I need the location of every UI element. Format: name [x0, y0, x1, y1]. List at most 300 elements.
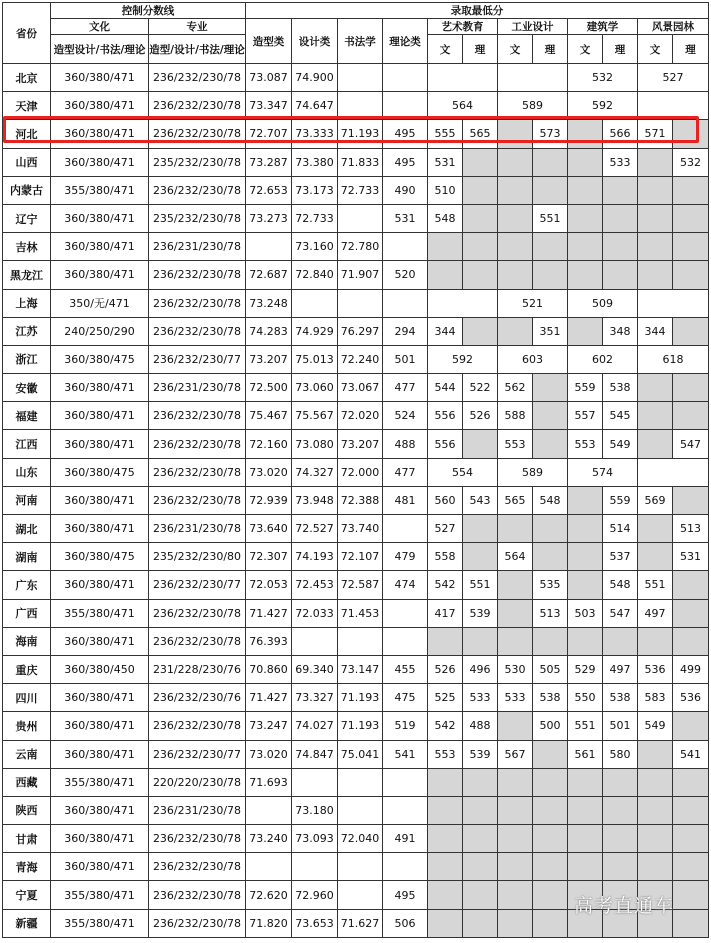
group-score-cell: 545 [603, 402, 638, 430]
modeling-score-cell: 73.087 [246, 64, 292, 92]
group-score-cell [428, 909, 463, 937]
group-score-cell: 565 [463, 120, 498, 148]
group-score-cell: 527 [638, 64, 709, 92]
group-score-cell [463, 176, 498, 204]
table-row [3, 430, 709, 458]
group-score-cell [673, 796, 709, 824]
modeling-score-cell: 72.687 [246, 261, 292, 289]
province-cell: 青海 [3, 853, 51, 881]
group-score-cell [638, 204, 673, 232]
group-score-cell: 531 [428, 148, 463, 176]
theory-score-cell [383, 627, 428, 655]
calligraphy-score-cell [338, 768, 383, 796]
table-body [3, 64, 709, 938]
design-score-cell: 73.948 [292, 486, 338, 514]
group-score-cell [568, 317, 603, 345]
group-score-cell: 559 [603, 486, 638, 514]
group-score-cell: 553 [428, 740, 463, 768]
modeling-score-cell: 76.393 [246, 627, 292, 655]
modeling-score-cell [246, 853, 292, 881]
province-cell: 广西 [3, 599, 51, 627]
group-score-cell [673, 261, 709, 289]
group-score-cell [463, 627, 498, 655]
calligraphy-score-cell: 72.240 [338, 345, 383, 373]
design-score-cell: 74.847 [292, 740, 338, 768]
group-score-cell: 562 [498, 374, 533, 402]
culture-line-cell: 360/380/475 [51, 458, 149, 486]
design-score-cell: 73.160 [292, 233, 338, 261]
group-score-cell [533, 374, 568, 402]
design-score-cell: 73.653 [292, 909, 338, 937]
modeling-score-cell: 73.240 [246, 825, 292, 853]
group-score-cell [533, 233, 568, 261]
major-line-cell: 231/228/230/76 [149, 655, 246, 683]
group-score-cell [638, 233, 673, 261]
table-row [3, 120, 709, 148]
modeling-score-cell: 73.347 [246, 92, 292, 120]
group-score-cell [498, 204, 533, 232]
group-score-cell: 497 [638, 599, 673, 627]
group-score-cell: 533 [498, 684, 533, 712]
theory-score-cell [383, 768, 428, 796]
theory-score-cell [383, 233, 428, 261]
group-score-cell: 538 [603, 374, 638, 402]
header-industrial-design: 工业设计 [498, 19, 568, 35]
group-score-cell [568, 261, 603, 289]
group-score-cell [568, 825, 603, 853]
group-score-cell [638, 740, 673, 768]
group-score-cell: 592 [428, 345, 498, 373]
calligraphy-score-cell [338, 289, 383, 317]
header-art-education: 艺术教育 [428, 19, 498, 35]
culture-line-cell: 360/380/471 [51, 712, 149, 740]
group-score-cell [673, 571, 709, 599]
modeling-score-cell [246, 233, 292, 261]
group-score-cell: 510 [428, 176, 463, 204]
design-score-cell: 72.733 [292, 204, 338, 232]
group-score-cell: 551 [463, 571, 498, 599]
group-score-cell [638, 289, 709, 317]
calligraphy-score-cell [338, 92, 383, 120]
modeling-score-cell: 72.707 [246, 120, 292, 148]
design-score-cell: 72.033 [292, 599, 338, 627]
modeling-score-cell: 72.620 [246, 881, 292, 909]
design-score-cell: 72.960 [292, 881, 338, 909]
header-theory: 理论类 [383, 19, 428, 64]
major-line-cell: 236/232/230/76 [149, 684, 246, 712]
major-line-cell: 236/232/230/77 [149, 571, 246, 599]
group-score-cell [603, 176, 638, 204]
table-row [3, 402, 709, 430]
province-cell: 宁夏 [3, 881, 51, 909]
province-cell: 湖南 [3, 543, 51, 571]
culture-line-cell: 360/380/471 [51, 571, 149, 599]
calligraphy-score-cell: 72.020 [338, 402, 383, 430]
group-score-cell: 553 [568, 430, 603, 458]
theory-score-cell [383, 853, 428, 881]
major-line-cell: 236/232/230/78 [149, 853, 246, 881]
group-score-cell [428, 853, 463, 881]
province-cell: 湖北 [3, 515, 51, 543]
group-score-cell [498, 599, 533, 627]
header-li: 理 [673, 35, 709, 64]
culture-line-cell: 360/380/471 [51, 148, 149, 176]
header-major-sub: 造型/设计/书法/理论 [149, 35, 246, 64]
group-score-cell: 567 [498, 740, 533, 768]
header-province: 省份 [3, 3, 51, 64]
culture-line-cell: 360/380/471 [51, 796, 149, 824]
group-score-cell [603, 233, 638, 261]
group-score-cell: 344 [428, 317, 463, 345]
group-score-cell: 548 [428, 204, 463, 232]
group-score-cell: 559 [568, 374, 603, 402]
group-score-cell [428, 825, 463, 853]
group-score-cell: 555 [428, 120, 463, 148]
calligraphy-score-cell: 76.297 [338, 317, 383, 345]
province-cell: 甘肃 [3, 825, 51, 853]
major-line-cell: 236/231/230/78 [149, 796, 246, 824]
group-score-cell: 513 [673, 515, 709, 543]
culture-line-cell: 360/380/471 [51, 204, 149, 232]
group-score-cell [673, 853, 709, 881]
province-cell: 四川 [3, 684, 51, 712]
major-line-cell: 236/232/230/78 [149, 261, 246, 289]
province-cell: 江苏 [3, 317, 51, 345]
table-row [3, 204, 709, 232]
major-line-cell: 220/220/230/78 [149, 768, 246, 796]
design-score-cell: 73.093 [292, 825, 338, 853]
group-score-cell [498, 853, 533, 881]
group-score-cell [533, 740, 568, 768]
group-score-cell: 521 [498, 289, 568, 317]
province-cell: 广东 [3, 571, 51, 599]
group-score-cell [638, 796, 673, 824]
theory-score-cell: 475 [383, 684, 428, 712]
calligraphy-score-cell: 73.147 [338, 655, 383, 683]
group-score-cell [638, 430, 673, 458]
province-cell: 福建 [3, 402, 51, 430]
calligraphy-score-cell: 73.067 [338, 374, 383, 402]
province-cell: 江西 [3, 430, 51, 458]
province-cell: 海南 [3, 627, 51, 655]
group-score-cell [498, 515, 533, 543]
group-score-cell [568, 768, 603, 796]
group-score-cell [638, 261, 673, 289]
table-row [3, 92, 709, 120]
group-score-cell: 499 [673, 655, 709, 683]
group-score-cell [673, 486, 709, 514]
group-score-cell: 589 [498, 458, 568, 486]
theory-score-cell: 488 [383, 430, 428, 458]
modeling-score-cell: 72.307 [246, 543, 292, 571]
group-score-cell [533, 768, 568, 796]
table-row [3, 261, 709, 289]
culture-line-cell: 360/380/471 [51, 825, 149, 853]
theory-score-cell: 490 [383, 176, 428, 204]
province-cell: 浙江 [3, 345, 51, 373]
theory-score-cell: 474 [383, 571, 428, 599]
group-score-cell [498, 120, 533, 148]
group-score-cell [638, 825, 673, 853]
theory-score-cell: 495 [383, 120, 428, 148]
group-score-cell [638, 92, 709, 120]
group-score-cell [533, 796, 568, 824]
group-score-cell [638, 768, 673, 796]
culture-line-cell: 350/无/471 [51, 289, 149, 317]
design-score-cell: 74.929 [292, 317, 338, 345]
modeling-score-cell: 72.053 [246, 571, 292, 599]
design-score-cell: 73.173 [292, 176, 338, 204]
group-score-cell: 549 [638, 712, 673, 740]
calligraphy-score-cell: 72.040 [338, 825, 383, 853]
group-score-cell: 602 [568, 345, 638, 373]
group-score-cell: 542 [428, 571, 463, 599]
culture-line-cell: 360/380/471 [51, 627, 149, 655]
calligraphy-score-cell: 71.907 [338, 261, 383, 289]
group-score-cell [498, 176, 533, 204]
province-cell: 吉林 [3, 233, 51, 261]
group-score-cell [428, 289, 498, 317]
group-score-cell [638, 627, 673, 655]
group-score-cell: 417 [428, 599, 463, 627]
group-score-cell [463, 148, 498, 176]
design-score-cell: 73.327 [292, 684, 338, 712]
table-row [3, 599, 709, 627]
table-row [3, 627, 709, 655]
group-score-cell: 543 [463, 486, 498, 514]
group-score-cell: 603 [498, 345, 568, 373]
culture-line-cell: 360/380/471 [51, 684, 149, 712]
theory-score-cell: 481 [383, 486, 428, 514]
major-line-cell: 236/232/230/78 [149, 289, 246, 317]
group-score-cell [533, 627, 568, 655]
table-row [3, 712, 709, 740]
province-cell: 北京 [3, 64, 51, 92]
group-score-cell: 564 [498, 543, 533, 571]
header-li: 理 [533, 35, 568, 64]
theory-score-cell: 495 [383, 881, 428, 909]
group-score-cell [673, 120, 709, 148]
table-row [3, 515, 709, 543]
group-score-cell [463, 515, 498, 543]
group-score-cell [428, 796, 463, 824]
group-score-cell: 532 [568, 64, 638, 92]
group-score-cell [498, 233, 533, 261]
table-row [3, 64, 709, 92]
province-cell: 河北 [3, 120, 51, 148]
culture-line-cell: 360/380/475 [51, 543, 149, 571]
group-score-cell [603, 853, 638, 881]
theory-score-cell: 506 [383, 909, 428, 937]
admission-score-table [2, 2, 709, 938]
calligraphy-score-cell: 75.041 [338, 740, 383, 768]
theory-score-cell: 541 [383, 740, 428, 768]
group-score-cell [533, 148, 568, 176]
calligraphy-score-cell [338, 627, 383, 655]
design-score-cell [292, 627, 338, 655]
header-calligraphy: 书法学 [338, 19, 383, 64]
modeling-score-cell: 71.427 [246, 684, 292, 712]
table-row [3, 684, 709, 712]
header-major: 专业 [149, 19, 246, 35]
group-score-cell: 488 [463, 712, 498, 740]
group-score-cell: 556 [428, 430, 463, 458]
group-score-cell: 554 [428, 458, 498, 486]
province-cell: 上海 [3, 289, 51, 317]
province-cell: 天津 [3, 92, 51, 120]
culture-line-cell: 360/380/471 [51, 261, 149, 289]
major-line-cell: 236/232/230/77 [149, 740, 246, 768]
group-score-cell [673, 374, 709, 402]
theory-score-cell: 455 [383, 655, 428, 683]
group-score-cell [533, 515, 568, 543]
province-cell: 陕西 [3, 796, 51, 824]
culture-line-cell: 355/380/471 [51, 768, 149, 796]
major-line-cell: 236/232/230/78 [149, 176, 246, 204]
design-score-cell [292, 768, 338, 796]
modeling-score-cell: 73.287 [246, 148, 292, 176]
group-score-cell [568, 853, 603, 881]
major-line-cell: 235/232/230/78 [149, 148, 246, 176]
group-score-cell [463, 261, 498, 289]
modeling-score-cell: 71.820 [246, 909, 292, 937]
group-score-cell: 526 [463, 402, 498, 430]
table-row [3, 486, 709, 514]
header-architecture: 建筑学 [568, 19, 638, 35]
table-row [3, 543, 709, 571]
table-row [3, 289, 709, 317]
group-score-cell [673, 233, 709, 261]
major-line-cell: 236/232/230/78 [149, 712, 246, 740]
modeling-score-cell: 72.160 [246, 430, 292, 458]
culture-line-cell: 360/380/471 [51, 233, 149, 261]
design-score-cell: 72.840 [292, 261, 338, 289]
group-score-cell [603, 825, 638, 853]
group-score-cell [568, 796, 603, 824]
calligraphy-score-cell: 71.193 [338, 712, 383, 740]
group-score-cell [498, 796, 533, 824]
header-culture: 文化 [51, 19, 149, 35]
culture-line-cell: 360/380/471 [51, 64, 149, 92]
calligraphy-score-cell: 73.740 [338, 515, 383, 543]
group-score-cell: 538 [533, 684, 568, 712]
header-control-line: 控制分数线 [51, 3, 246, 19]
group-score-cell: 557 [568, 402, 603, 430]
culture-line-cell: 240/250/290 [51, 317, 149, 345]
major-line-cell: 236/232/230/78 [149, 92, 246, 120]
culture-line-cell: 355/380/471 [51, 881, 149, 909]
major-line-cell: 235/232/230/80 [149, 543, 246, 571]
theory-score-cell: 531 [383, 204, 428, 232]
group-score-cell [603, 261, 638, 289]
table-row [3, 458, 709, 486]
table-row [3, 571, 709, 599]
major-line-cell: 236/232/230/78 [149, 317, 246, 345]
group-score-cell [673, 176, 709, 204]
table-row [3, 825, 709, 853]
group-score-cell: 529 [568, 655, 603, 683]
group-score-cell: 513 [533, 599, 568, 627]
group-score-cell: 565 [498, 486, 533, 514]
culture-line-cell: 360/380/471 [51, 515, 149, 543]
group-score-cell: 560 [428, 486, 463, 514]
group-score-cell [463, 430, 498, 458]
group-score-cell [498, 909, 533, 937]
header-li: 理 [603, 35, 638, 64]
header-landscape: 风景园林 [638, 19, 709, 35]
group-score-cell: 566 [603, 120, 638, 148]
group-score-cell [463, 543, 498, 571]
watermark: 高考直通车 [574, 895, 675, 917]
group-score-cell: 573 [533, 120, 568, 148]
group-score-cell: 525 [428, 684, 463, 712]
group-score-cell: 536 [673, 684, 709, 712]
major-line-cell: 236/232/230/78 [149, 627, 246, 655]
group-score-cell [638, 402, 673, 430]
group-score-cell [463, 233, 498, 261]
group-score-cell: 548 [603, 571, 638, 599]
calligraphy-score-cell: 71.833 [338, 148, 383, 176]
culture-line-cell: 355/380/471 [51, 599, 149, 627]
group-score-cell [463, 825, 498, 853]
theory-score-cell: 477 [383, 374, 428, 402]
group-score-cell: 536 [638, 655, 673, 683]
modeling-score-cell [246, 796, 292, 824]
group-score-cell [498, 317, 533, 345]
theory-score-cell: 479 [383, 543, 428, 571]
header-modeling: 造型类 [246, 19, 292, 64]
group-score-cell: 537 [603, 543, 638, 571]
group-score-cell [533, 402, 568, 430]
group-score-cell [568, 486, 603, 514]
calligraphy-score-cell [338, 853, 383, 881]
group-score-cell [463, 853, 498, 881]
group-score-cell: 551 [568, 712, 603, 740]
design-score-cell: 75.567 [292, 402, 338, 430]
table-row [3, 345, 709, 373]
theory-score-cell: 520 [383, 261, 428, 289]
group-score-cell: 561 [568, 740, 603, 768]
design-score-cell: 72.453 [292, 571, 338, 599]
group-score-cell [428, 768, 463, 796]
group-score-cell [463, 768, 498, 796]
theory-score-cell: 491 [383, 825, 428, 853]
group-score-cell [568, 515, 603, 543]
group-score-cell [603, 768, 638, 796]
group-score-cell: 530 [498, 655, 533, 683]
province-cell: 黑龙江 [3, 261, 51, 289]
group-score-cell [568, 543, 603, 571]
province-cell: 重庆 [3, 655, 51, 683]
group-score-cell: 589 [498, 92, 568, 120]
group-score-cell: 348 [603, 317, 638, 345]
group-score-cell: 542 [428, 712, 463, 740]
calligraphy-score-cell [338, 204, 383, 232]
group-score-cell [498, 712, 533, 740]
group-score-cell [498, 64, 568, 92]
design-score-cell [292, 853, 338, 881]
group-score-cell [568, 571, 603, 599]
group-score-cell [533, 430, 568, 458]
header-culture-sub: 造型设计/书法/理论 [51, 35, 149, 64]
calligraphy-score-cell: 72.000 [338, 458, 383, 486]
calligraphy-score-cell: 71.193 [338, 684, 383, 712]
table-row [3, 853, 709, 881]
calligraphy-score-cell: 72.388 [338, 486, 383, 514]
group-score-cell: 544 [428, 374, 463, 402]
modeling-score-cell: 73.273 [246, 204, 292, 232]
culture-line-cell: 360/380/471 [51, 92, 149, 120]
